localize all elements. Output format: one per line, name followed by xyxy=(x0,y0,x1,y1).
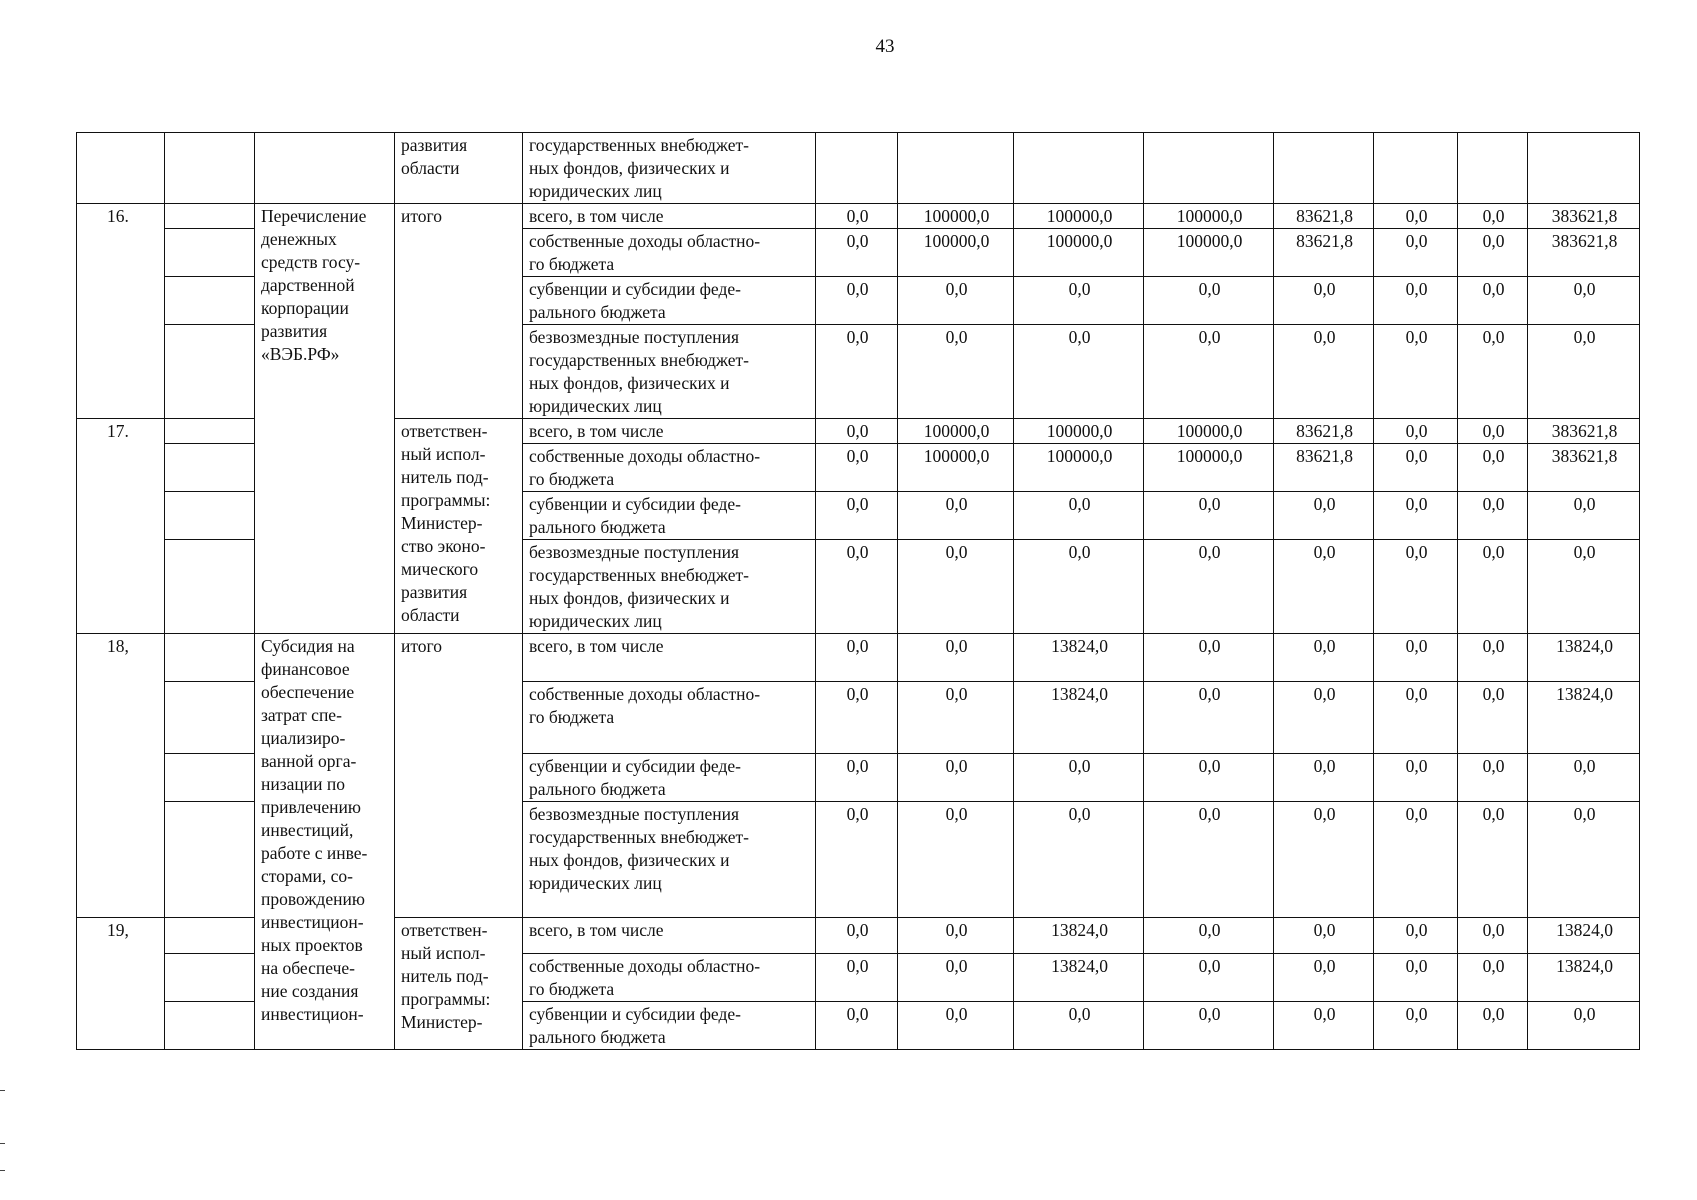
value-cell: 0,0 xyxy=(1458,918,1528,954)
value-cell: 0,0 xyxy=(1014,492,1144,540)
name-cell: Субсидия на финансовое обеспечение затрат спе- циализиро- ванной орга- низации по привлечению инвестиций, работе с инве- сторами, со- провождению инвестицион- ных проектов на обеспече- ние создания инвестицион- xyxy=(255,634,395,1050)
value-cell: 0,0 xyxy=(898,634,1014,682)
value-cell: 0,0 xyxy=(816,419,898,444)
value-cell: 0,0 xyxy=(1374,444,1458,492)
value-cell: 100000,0 xyxy=(1014,229,1144,277)
code-cell xyxy=(165,1002,255,1050)
value-cell: 383621,8 xyxy=(1528,444,1640,492)
value-cell: 0,0 xyxy=(1528,1002,1640,1050)
code-cell xyxy=(165,492,255,540)
value-cell: 100000,0 xyxy=(1014,419,1144,444)
table-row xyxy=(77,204,1640,229)
source-cell: безвозмездные поступления государственных внебюджет- ных фондов, физических и юридических лиц xyxy=(523,802,816,918)
value-cell xyxy=(1274,133,1374,204)
value-cell xyxy=(816,133,898,204)
value-cell xyxy=(1014,133,1144,204)
name-cell: Перечисление денежных средств госу- дарственной корпорации развития «ВЭБ.РФ» xyxy=(255,204,395,634)
value-cell: 383621,8 xyxy=(1528,419,1640,444)
code-cell xyxy=(165,682,255,754)
value-cell: 13824,0 xyxy=(1014,954,1144,1002)
value-cell: 0,0 xyxy=(1458,229,1528,277)
value-cell xyxy=(1374,133,1458,204)
value-cell: 0,0 xyxy=(1374,204,1458,229)
value-cell: 0,0 xyxy=(898,540,1014,634)
responsible-cell: итого xyxy=(395,204,523,419)
value-cell: 0,0 xyxy=(1458,634,1528,682)
value-cell: 0,0 xyxy=(1274,540,1374,634)
value-cell: 0,0 xyxy=(1274,1002,1374,1050)
value-cell: 0,0 xyxy=(1144,1002,1274,1050)
responsible-cell: развития области xyxy=(395,133,523,204)
value-cell: 0,0 xyxy=(1144,918,1274,954)
value-cell: 83621,8 xyxy=(1274,419,1374,444)
value-cell: 0,0 xyxy=(1458,1002,1528,1050)
value-cell: 0,0 xyxy=(816,277,898,325)
source-cell: субвенции и субсидии феде- рального бюджета xyxy=(523,754,816,802)
value-cell: 0,0 xyxy=(1458,444,1528,492)
value-cell: 0,0 xyxy=(816,634,898,682)
value-cell: 0,0 xyxy=(816,682,898,754)
code-cell xyxy=(165,277,255,325)
value-cell: 0,0 xyxy=(816,540,898,634)
value-cell: 0,0 xyxy=(1274,682,1374,754)
value-cell: 0,0 xyxy=(1014,1002,1144,1050)
number-cell: 16. xyxy=(77,204,165,419)
source-cell: субвенции и субсидии феде- рального бюджета xyxy=(523,1002,816,1050)
name-cell xyxy=(255,133,395,204)
value-cell: 100000,0 xyxy=(898,229,1014,277)
value-cell: 383621,8 xyxy=(1528,204,1640,229)
source-cell: собственные доходы областно- го бюджета xyxy=(523,444,816,492)
code-cell xyxy=(165,540,255,634)
value-cell: 0,0 xyxy=(816,492,898,540)
page-number: 43 xyxy=(875,36,895,57)
value-cell: 0,0 xyxy=(898,802,1014,918)
code-cell xyxy=(165,918,255,954)
value-cell: 0,0 xyxy=(1374,918,1458,954)
source-cell: субвенции и субсидии феде- рального бюджета xyxy=(523,492,816,540)
value-cell: 0,0 xyxy=(898,325,1014,419)
value-cell: 100000,0 xyxy=(1144,204,1274,229)
value-cell: 0,0 xyxy=(1014,277,1144,325)
value-cell: 0,0 xyxy=(1528,754,1640,802)
value-cell: 0,0 xyxy=(1144,954,1274,1002)
value-cell: 0,0 xyxy=(898,682,1014,754)
value-cell: 0,0 xyxy=(816,229,898,277)
value-cell: 0,0 xyxy=(816,754,898,802)
value-cell: 0,0 xyxy=(1374,634,1458,682)
value-cell: 0,0 xyxy=(1374,802,1458,918)
margin-mark xyxy=(0,1170,5,1171)
value-cell xyxy=(1144,133,1274,204)
source-cell: собственные доходы областно- го бюджета xyxy=(523,682,816,754)
code-cell xyxy=(165,634,255,682)
value-cell: 0,0 xyxy=(1374,682,1458,754)
value-cell: 0,0 xyxy=(898,954,1014,1002)
source-cell: собственные доходы областно- го бюджета xyxy=(523,229,816,277)
value-cell: 0,0 xyxy=(1144,802,1274,918)
value-cell: 13824,0 xyxy=(1014,918,1144,954)
value-cell xyxy=(898,133,1014,204)
value-cell: 0,0 xyxy=(1374,540,1458,634)
value-cell: 0,0 xyxy=(1458,802,1528,918)
value-cell: 0,0 xyxy=(1274,634,1374,682)
source-cell: всего, в том числе xyxy=(523,204,816,229)
value-cell: 83621,8 xyxy=(1274,444,1374,492)
value-cell: 0,0 xyxy=(1458,325,1528,419)
value-cell: 100000,0 xyxy=(898,444,1014,492)
value-cell: 0,0 xyxy=(1458,954,1528,1002)
value-cell: 13824,0 xyxy=(1528,682,1640,754)
value-cell: 0,0 xyxy=(816,954,898,1002)
code-cell xyxy=(165,802,255,918)
value-cell: 0,0 xyxy=(1144,682,1274,754)
value-cell: 0,0 xyxy=(816,444,898,492)
code-cell xyxy=(165,444,255,492)
source-cell: всего, в том числе xyxy=(523,419,816,444)
value-cell: 0,0 xyxy=(1458,277,1528,325)
value-cell: 0,0 xyxy=(1458,419,1528,444)
source-cell: всего, в том числе xyxy=(523,634,816,682)
value-cell: 0,0 xyxy=(1528,277,1640,325)
value-cell: 0,0 xyxy=(1458,540,1528,634)
value-cell: 0,0 xyxy=(1274,754,1374,802)
value-cell: 0,0 xyxy=(1144,325,1274,419)
value-cell: 0,0 xyxy=(1458,204,1528,229)
value-cell: 0,0 xyxy=(1374,954,1458,1002)
value-cell: 0,0 xyxy=(816,918,898,954)
value-cell: 13824,0 xyxy=(1528,918,1640,954)
value-cell: 0,0 xyxy=(1374,277,1458,325)
value-cell: 0,0 xyxy=(1144,492,1274,540)
value-cell: 0,0 xyxy=(1144,540,1274,634)
value-cell: 0,0 xyxy=(1014,540,1144,634)
value-cell: 13824,0 xyxy=(1014,634,1144,682)
code-cell xyxy=(165,325,255,419)
value-cell: 0,0 xyxy=(816,802,898,918)
table-row xyxy=(77,634,1640,682)
number-cell: 19, xyxy=(77,918,165,1050)
code-cell xyxy=(165,204,255,229)
source-cell: государственных внебюджет- ных фондов, физических и юридических лиц xyxy=(523,133,816,204)
value-cell: 100000,0 xyxy=(1014,444,1144,492)
code-cell xyxy=(165,229,255,277)
responsible-cell: ответствен- ный испол- нитель под- программы: Министер- ство эконо- мического развития области xyxy=(395,419,523,634)
value-cell: 83621,8 xyxy=(1274,204,1374,229)
value-cell: 0,0 xyxy=(1374,325,1458,419)
value-cell xyxy=(1528,133,1640,204)
value-cell: 13824,0 xyxy=(1528,954,1640,1002)
value-cell: 0,0 xyxy=(1374,419,1458,444)
value-cell: 0,0 xyxy=(1274,918,1374,954)
source-cell: безвозмездные поступления государственных внебюджет- ных фондов, физических и юридических лиц xyxy=(523,540,816,634)
responsible-cell: ответствен- ный испол- нитель под- программы: Министер- xyxy=(395,918,523,1050)
responsible-cell: итого xyxy=(395,634,523,918)
number-cell: 18, xyxy=(77,634,165,918)
source-cell: всего, в том числе xyxy=(523,918,816,954)
value-cell: 0,0 xyxy=(1144,277,1274,325)
value-cell: 0,0 xyxy=(898,918,1014,954)
source-cell: субвенции и субсидии феде- рального бюджета xyxy=(523,277,816,325)
value-cell: 13824,0 xyxy=(1528,634,1640,682)
value-cell: 100000,0 xyxy=(1144,444,1274,492)
value-cell: 383621,8 xyxy=(1528,229,1640,277)
budget-table xyxy=(76,132,1640,1050)
value-cell: 0,0 xyxy=(1014,325,1144,419)
value-cell: 0,0 xyxy=(898,277,1014,325)
source-cell: безвозмездные поступления государственных внебюджет- ных фондов, физических и юридических лиц xyxy=(523,325,816,419)
value-cell: 83621,8 xyxy=(1274,229,1374,277)
value-cell: 0,0 xyxy=(898,492,1014,540)
value-cell: 0,0 xyxy=(1374,492,1458,540)
value-cell: 0,0 xyxy=(1274,277,1374,325)
value-cell: 0,0 xyxy=(898,754,1014,802)
table-body xyxy=(77,133,1640,1050)
value-cell: 100000,0 xyxy=(1014,204,1144,229)
value-cell: 0,0 xyxy=(1528,802,1640,918)
source-cell: собственные доходы областно- го бюджета xyxy=(523,954,816,1002)
number-cell: 17. xyxy=(77,419,165,634)
value-cell: 0,0 xyxy=(1374,1002,1458,1050)
value-cell: 0,0 xyxy=(1274,325,1374,419)
value-cell: 0,0 xyxy=(1458,754,1528,802)
value-cell: 0,0 xyxy=(1014,802,1144,918)
margin-mark xyxy=(0,1090,5,1091)
code-cell xyxy=(165,954,255,1002)
value-cell: 0,0 xyxy=(1458,682,1528,754)
code-cell xyxy=(165,754,255,802)
value-cell: 0,0 xyxy=(898,1002,1014,1050)
value-cell: 0,0 xyxy=(1014,754,1144,802)
value-cell: 0,0 xyxy=(1374,754,1458,802)
value-cell xyxy=(1458,133,1528,204)
value-cell: 0,0 xyxy=(1528,492,1640,540)
value-cell: 13824,0 xyxy=(1014,682,1144,754)
margin-mark xyxy=(0,1143,5,1144)
value-cell: 100000,0 xyxy=(1144,229,1274,277)
value-cell: 0,0 xyxy=(1528,325,1640,419)
value-cell: 0,0 xyxy=(1144,754,1274,802)
code-cell xyxy=(165,419,255,444)
value-cell: 0,0 xyxy=(1274,492,1374,540)
value-cell: 0,0 xyxy=(1274,954,1374,1002)
value-cell: 0,0 xyxy=(816,325,898,419)
value-cell: 0,0 xyxy=(1528,540,1640,634)
value-cell: 0,0 xyxy=(1274,802,1374,918)
value-cell: 0,0 xyxy=(1374,229,1458,277)
value-cell: 0,0 xyxy=(816,1002,898,1050)
value-cell: 100000,0 xyxy=(898,204,1014,229)
value-cell: 100000,0 xyxy=(1144,419,1274,444)
value-cell: 0,0 xyxy=(1458,492,1528,540)
value-cell: 0,0 xyxy=(1144,634,1274,682)
value-cell: 100000,0 xyxy=(898,419,1014,444)
code-cell xyxy=(165,133,255,204)
table-row xyxy=(77,133,1640,204)
value-cell: 0,0 xyxy=(816,204,898,229)
number-cell xyxy=(77,133,165,204)
